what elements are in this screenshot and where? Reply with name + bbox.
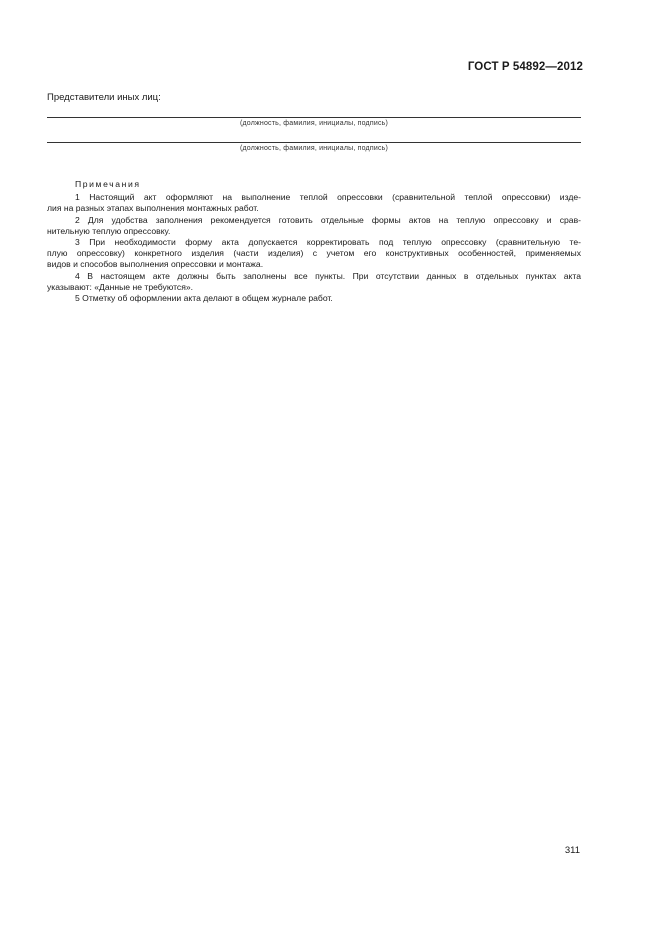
note-line: видов и способов выполнения опрессовки и монтажа.: [47, 259, 264, 270]
signature-line-2: [47, 142, 581, 143]
note-line: нительную теплую опрессовку.: [47, 225, 171, 236]
note-item-5: [47, 293, 581, 304]
page-number: 311: [564, 845, 580, 856]
note-line: 2 Для удобства заполнения рекомендуется готовить отдельные формы актов на теплую опрессовку и срав-: [75, 214, 581, 225]
note-line: 1 Настоящий акт оформляют на выполнение теплой опрессовки (сравнительной теплой опрессовки) изде-: [75, 192, 581, 203]
note-line: лия на разных этапах выполнения монтажных работ.: [47, 203, 259, 214]
note-line: 4 В настоящем акте должны быть заполнены все пункты. При отсутствии данных в отдельных пунктах акта: [75, 270, 581, 281]
representatives-label: Представители иных лиц:: [47, 92, 161, 103]
note-line: 5 Отметку об оформлении акта делают в общем журнале работ.: [75, 293, 333, 304]
note-line: плую опрессовку) конкретного изделия (части изделия) с учетом его конструктивных особенностей, применяемых: [47, 248, 581, 259]
note-line: 3 При необходимости форму акта допускается корректировать под теплую опрессовку (сравнительную те-: [75, 237, 581, 248]
notes-section: [47, 179, 581, 304]
note-item-1: [47, 192, 581, 214]
signature-caption-1: (должность, фамилия, инициалы, подпись): [239, 120, 389, 127]
signature-caption-2: (должность, фамилия, инициалы, подпись): [239, 145, 389, 152]
signature-line-1: [47, 117, 581, 118]
note-line: указывают: «Данные не требуются».: [47, 281, 194, 292]
note-item-3: [47, 237, 581, 271]
document-code: ГОСТ Р 54892—2012: [467, 61, 583, 73]
note-item-2: [47, 215, 581, 237]
notes-title: Примечания: [75, 179, 141, 189]
note-item-4: [47, 271, 581, 293]
